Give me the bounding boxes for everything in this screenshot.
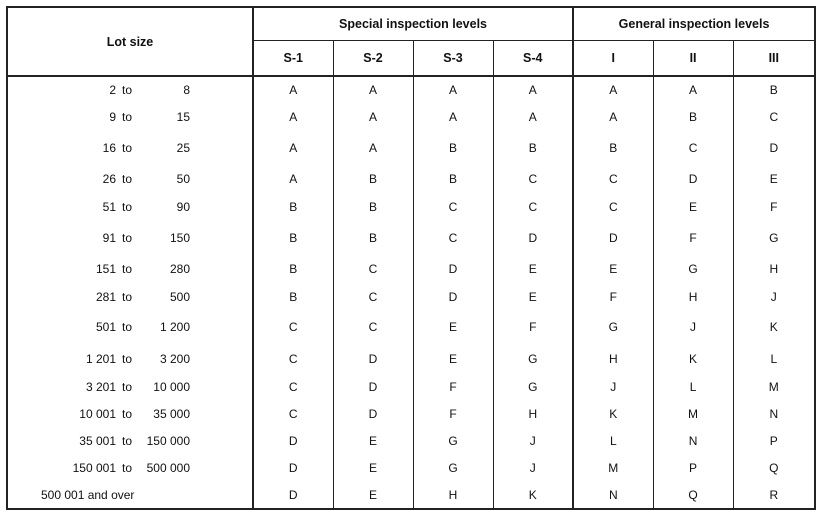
code-letter-cell: H [653,283,733,310]
lot-size-cell [7,400,253,427]
col-header-iii: III [733,41,815,77]
code-letter-cell: E [413,310,493,345]
code-letter-cell: C [573,165,653,193]
code-letter-cell: A [253,103,333,130]
code-letter-cell: H [769,261,779,276]
lot-size-to-word: to [122,140,133,155]
lot-size-to-word: to [122,109,133,124]
table-row [7,482,815,509]
code-letter-cell: C [253,345,333,373]
table-row [7,130,815,165]
code-letter-cell: J [493,455,573,482]
code-letter-cell: C [253,400,333,427]
code-letter-cell: M [573,455,653,482]
lot-size-cell [7,373,253,400]
code-letter-cell: B [253,255,333,283]
code-letter-cell: C [573,193,653,220]
code-letter-cell: L [770,351,778,366]
code-letter-cell: C [253,373,333,400]
table-row [7,103,815,130]
code-letter-cell: G [493,373,573,400]
general-inspection-levels-header: General inspection levels [573,7,815,41]
code-letter-cell: K [493,482,573,509]
code-letter-cell: K [573,400,653,427]
code-letter-cell: G [573,310,653,345]
lot-size-header: Lot size [7,7,253,76]
lot-size-from: 151 [95,261,116,276]
lot-size-to: 3 200 [159,351,190,366]
code-letter-cell: A [253,165,333,193]
lot-size-cell [7,255,253,283]
code-letter-cell: A [333,76,413,103]
lot-size-to: 25 [176,140,190,155]
lot-size-to-word: to [122,406,133,421]
lot-size-to: 500 000 [146,461,190,476]
table-row [7,165,815,193]
table-row [7,193,815,220]
code-letter-cell: E [493,283,573,310]
code-letter-cell: B [253,220,333,255]
col-header-i: I [573,41,653,77]
lot-size-to-word: to [122,289,133,304]
code-letter-cell: G [413,427,493,454]
lot-size-cell [7,130,253,165]
lot-size-from: 150 001 [72,461,116,476]
lot-size-cell [7,345,253,373]
code-letter-cell: C [333,255,413,283]
table-row [7,400,815,427]
lot-size-cell [7,455,253,482]
code-letter-cell: D [413,255,493,283]
table-row [7,427,815,454]
code-letter-cell: C [413,193,493,220]
lot-size-to-word: to [122,199,133,214]
lot-size-to-word: to [122,433,133,448]
code-letter-cell: E [333,427,413,454]
lot-size-from: 26 [102,171,116,186]
lot-size-cell [7,165,253,193]
code-letter-cell: B [573,130,653,165]
code-letter-cell: F [573,283,653,310]
lot-size-to: 10 000 [153,379,190,394]
code-letter-cell: F [770,199,778,214]
lot-size-to: 150 [169,230,190,245]
code-letter-cell: F [413,373,493,400]
lot-size-from: 501 [95,320,116,335]
code-letter-cell: B [413,130,493,165]
lot-size-cell [7,310,253,345]
lot-size-to: 35 000 [153,406,190,421]
code-letter-cell: D [333,373,413,400]
lot-size-to: 15 [176,109,190,124]
table-row [7,76,815,103]
table-row [7,310,815,345]
sample-size-code-table-container [6,6,814,510]
code-letter-cell: G [493,345,573,373]
code-letter-cell: A [333,103,413,130]
code-letter-cell: P [769,433,778,448]
lot-size-to-word: to [122,379,133,394]
code-letter-cell: B [493,130,573,165]
lot-size-to: 280 [169,261,190,276]
lot-size-from: 1 201 [85,351,116,366]
code-letter-cell: H [573,345,653,373]
lot-size-to-word: to [122,261,133,276]
code-letter-cell: A [493,103,573,130]
code-letter-cell: B [333,193,413,220]
code-letter-cell: M [653,400,733,427]
code-letter-cell: L [653,373,733,400]
col-header-s1: S-1 [253,41,333,77]
code-letter-cell: F [653,220,733,255]
code-letter-cell: Q [769,461,779,476]
code-letter-cell: A [253,76,333,103]
code-letter-cell: D [769,140,779,155]
col-header-s3: S-3 [413,41,493,77]
code-letter-cell: K [769,320,778,335]
lot-size-to: 8 [183,83,190,98]
code-letter-cell: G [769,230,779,245]
lot-size-cell [7,103,253,130]
code-letter-cell: B [333,165,413,193]
code-letter-cell: B [253,283,333,310]
code-letter-cell: B [253,193,333,220]
code-letter-cell: C [333,283,413,310]
code-letter-cell: J [770,289,777,304]
code-letter-cell: C [253,310,333,345]
code-letter-cell: B [413,165,493,193]
code-letter-cell: F [413,400,493,427]
lot-size-to: 50 [176,171,190,186]
code-letter-cell: N [653,427,733,454]
code-letter-cell: C [493,165,573,193]
lot-size-from: 9 [109,109,116,124]
code-letter-cell: H [413,482,493,509]
table-row [7,455,815,482]
lot-size-to-word: to [122,230,133,245]
lot-size-to: 500 [169,289,190,304]
code-letter-cell: N [769,406,779,421]
lot-size-to-word: to [122,83,133,98]
lot-size-from: 2 [109,83,116,98]
lot-size-from: 3 201 [85,379,116,394]
code-letter-cell: K [653,345,733,373]
lot-size-to: 90 [176,199,190,214]
code-letter-cell: H [493,400,573,427]
code-letter-cell: C [333,310,413,345]
code-letter-cell: Q [653,482,733,509]
code-letter-cell: D [413,283,493,310]
code-letter-cell: L [573,427,653,454]
code-letter-cell: E [653,193,733,220]
code-letter-cell: G [653,255,733,283]
code-letter-cell: A [253,130,333,165]
code-letter-cell: E [573,255,653,283]
code-letter-cell: D [333,345,413,373]
code-letter-cell: E [333,482,413,509]
code-letter-cell: C [413,220,493,255]
code-letter-cell: E [333,455,413,482]
lot-size-to-word: to [122,351,133,366]
code-letter-cell: N [573,482,653,509]
lot-size-cell [7,76,253,103]
lot-size-to: 150 000 [146,433,190,448]
code-letter-cell: B [769,83,778,98]
code-letter-cell: P [653,455,733,482]
col-header-s2: S-2 [333,41,413,77]
code-letter-cell: B [653,103,733,130]
lot-size-range: 500 001 and over [41,487,135,502]
lot-size-to: 1 200 [159,320,190,335]
code-letter-cell: A [413,76,493,103]
code-letter-cell: D [253,427,333,454]
code-letter-cell: J [493,427,573,454]
lot-size-cell [7,193,253,220]
lot-size-cell [7,220,253,255]
lot-size-from: 91 [102,230,116,245]
sample-size-code-table [6,6,816,510]
table-row [7,255,815,283]
code-letter-cell: D [333,400,413,427]
lot-size-to-word: to [122,320,133,335]
lot-size-from: 281 [95,289,116,304]
code-letter-cell: C [653,130,733,165]
code-letter-cell: A [413,103,493,130]
table-row [7,220,815,255]
code-letter-cell: A [573,76,653,103]
table-body [7,76,815,509]
code-letter-cell: J [653,310,733,345]
code-letter-cell: F [493,310,573,345]
code-letter-cell: B [333,220,413,255]
lot-size-cell [7,482,253,509]
special-inspection-levels-header: Special inspection levels [253,7,573,41]
code-letter-cell: D [493,220,573,255]
lot-size-cell [7,283,253,310]
lot-size-to-word: to [122,171,133,186]
code-letter-cell: A [333,130,413,165]
lot-size-from: 16 [102,140,116,155]
code-letter-cell: E [493,255,573,283]
lot-size-from: 35 001 [79,433,116,448]
code-letter-cell: C [493,193,573,220]
table-row [7,283,815,310]
code-letter-cell: E [413,345,493,373]
lot-size-to-word: to [122,461,133,476]
code-letter-cell: A [573,103,653,130]
table-row [7,345,815,373]
code-letter-cell: G [413,455,493,482]
col-header-s4: S-4 [493,41,573,77]
code-letter-cell: D [253,482,333,509]
lot-size-from: 10 001 [79,406,116,421]
lot-size-cell [7,427,253,454]
code-letter-cell: E [769,171,778,186]
code-letter-cell: D [573,220,653,255]
code-letter-cell: A [653,76,733,103]
code-letter-cell: D [253,455,333,482]
col-header-ii: II [653,41,733,77]
code-letter-cell: D [653,165,733,193]
table-row [7,373,815,400]
code-letter-cell: J [573,373,653,400]
code-letter-cell: C [769,109,779,124]
code-letter-cell: M [768,379,779,394]
lot-size-from: 51 [102,199,116,214]
code-letter-cell: A [493,76,573,103]
code-letter-cell: R [769,487,779,502]
